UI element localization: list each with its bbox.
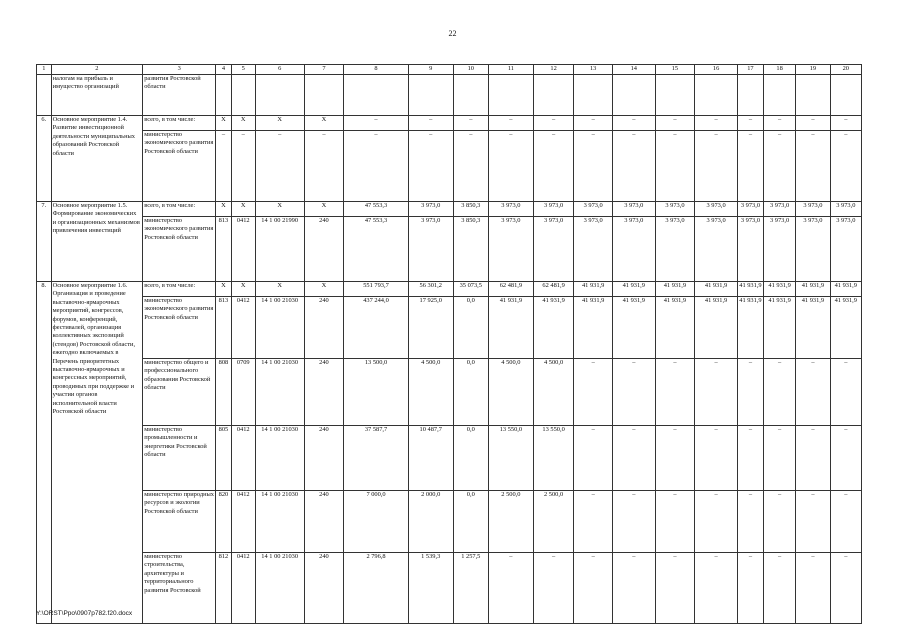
value-cell <box>763 75 795 116</box>
value-cell: – <box>612 491 655 553</box>
value-cell: 240 <box>304 491 344 553</box>
value-cell: 240 <box>304 426 344 491</box>
value-cell: 3 973,0 <box>574 202 613 217</box>
value-cell: 3 973,0 <box>408 202 453 217</box>
value-cell: – <box>216 131 232 202</box>
value-cell: – <box>763 553 795 624</box>
value-cell: 4 500,0 <box>489 359 534 426</box>
table-row <box>37 359 862 426</box>
value-cell: – <box>737 426 763 491</box>
value-cell: 3 973,0 <box>737 202 763 217</box>
value-cell: Х <box>231 282 255 297</box>
table-row <box>37 131 862 202</box>
column-number-18: 18 <box>763 65 795 75</box>
value-cell: Х <box>304 202 344 217</box>
budget-table <box>36 64 862 624</box>
value-cell: – <box>830 131 861 202</box>
value-cell: Х <box>216 116 232 131</box>
value-cell: – <box>655 116 695 131</box>
table-row <box>37 75 862 116</box>
column-number-5: 5 <box>231 65 255 75</box>
page-number: 22 <box>448 29 457 38</box>
value-cell <box>695 75 738 116</box>
value-cell: 13 500,0 <box>344 359 409 426</box>
value-cell: – <box>830 116 861 131</box>
value-cell: 10 487,7 <box>408 426 453 491</box>
value-cell: 41 931,9 <box>695 282 738 297</box>
value-cell: – <box>533 131 574 202</box>
value-cell: 41 931,9 <box>612 297 655 359</box>
value-cell: 3 973,0 <box>533 217 574 282</box>
value-cell: 3 973,0 <box>763 202 795 217</box>
value-cell: – <box>763 131 795 202</box>
value-cell: – <box>737 491 763 553</box>
value-cell: 808 <box>216 359 232 426</box>
column-number-19: 19 <box>796 65 830 75</box>
table-row <box>37 282 862 297</box>
value-cell <box>489 75 534 116</box>
value-cell: – <box>612 359 655 426</box>
value-cell <box>574 75 613 116</box>
value-cell: 3 973,0 <box>763 217 795 282</box>
value-cell: – <box>574 131 613 202</box>
value-cell: 3 973,0 <box>796 202 830 217</box>
value-cell: Х <box>255 282 304 297</box>
value-cell: – <box>830 491 861 553</box>
table-row <box>37 426 862 491</box>
value-cell: – <box>612 553 655 624</box>
value-cell: 41 931,9 <box>763 282 795 297</box>
value-cell: 41 931,9 <box>574 297 613 359</box>
value-cell: – <box>344 116 409 131</box>
value-cell: 3 973,0 <box>612 217 655 282</box>
value-cell: 7 000,0 <box>344 491 409 553</box>
value-cell: – <box>453 116 488 131</box>
value-cell: – <box>533 553 574 624</box>
value-cell: – <box>408 131 453 202</box>
column-number-12: 12 <box>533 65 574 75</box>
value-cell: – <box>612 426 655 491</box>
value-cell: 240 <box>304 553 344 624</box>
value-cell: – <box>830 426 861 491</box>
value-cell: Х <box>255 116 304 131</box>
value-cell: 0412 <box>231 426 255 491</box>
value-cell: Х <box>255 202 304 217</box>
value-cell: 41 931,9 <box>655 297 695 359</box>
value-cell: 3 973,0 <box>533 202 574 217</box>
value-cell <box>255 75 304 116</box>
executor-cell: министерство экономического развития Ростовской области <box>143 297 216 359</box>
value-cell: – <box>763 359 795 426</box>
value-cell: 41 931,9 <box>533 297 574 359</box>
value-cell <box>796 75 830 116</box>
value-cell: – <box>796 553 830 624</box>
value-cell: 3 973,0 <box>695 202 738 217</box>
value-cell: 3 973,0 <box>489 217 534 282</box>
value-cell: Х <box>216 202 232 217</box>
value-cell <box>737 75 763 116</box>
value-cell: 62 481,9 <box>489 282 534 297</box>
value-cell: – <box>574 116 613 131</box>
executor-cell: министерство промышленности и энергетики Ростовской области <box>143 426 216 491</box>
value-cell: Х <box>231 202 255 217</box>
value-cell: 14 1 00 21030 <box>255 553 304 624</box>
value-cell: 4 500,0 <box>533 359 574 426</box>
value-cell: 47 553,3 <box>344 217 409 282</box>
value-cell: – <box>737 359 763 426</box>
value-cell: – <box>796 426 830 491</box>
value-cell <box>304 75 344 116</box>
value-cell <box>344 75 409 116</box>
column-number-11: 11 <box>489 65 534 75</box>
value-cell: 3 973,0 <box>655 217 695 282</box>
value-cell: Х <box>304 282 344 297</box>
value-cell: Х <box>216 282 232 297</box>
value-cell: 2 796,8 <box>344 553 409 624</box>
value-cell: 812 <box>216 553 232 624</box>
value-cell: – <box>655 426 695 491</box>
value-cell: – <box>612 131 655 202</box>
value-cell: 41 931,9 <box>796 297 830 359</box>
value-cell: – <box>796 491 830 553</box>
value-cell: 41 931,9 <box>830 282 861 297</box>
activity-name-cell: налогам на прибыль и имущество организаций <box>51 75 143 116</box>
value-cell: – <box>655 131 695 202</box>
value-cell: – <box>695 359 738 426</box>
value-cell: 14 1 00 21030 <box>255 426 304 491</box>
value-cell: – <box>574 359 613 426</box>
value-cell: 1 257,5 <box>453 553 488 624</box>
executor-cell: министерство строительства, архитектуры и территориального развития Ростовской <box>143 553 216 624</box>
value-cell: 0412 <box>231 553 255 624</box>
column-number-1: 1 <box>37 65 52 75</box>
value-cell: 41 931,9 <box>612 282 655 297</box>
value-cell: – <box>737 116 763 131</box>
column-number-14: 14 <box>612 65 655 75</box>
value-cell: 41 931,9 <box>796 282 830 297</box>
value-cell: – <box>489 131 534 202</box>
value-cell: 3 973,0 <box>796 217 830 282</box>
value-cell: – <box>574 426 613 491</box>
value-cell: 3 850,3 <box>453 217 488 282</box>
executor-cell: всего, в том числе: <box>143 282 216 297</box>
value-cell: 56 301,2 <box>408 282 453 297</box>
column-number-7: 7 <box>304 65 344 75</box>
row-number-cell: 6. <box>37 116 52 202</box>
table-row <box>37 217 862 282</box>
value-cell: – <box>231 131 255 202</box>
value-cell: – <box>830 553 861 624</box>
value-cell: 2 500,0 <box>533 491 574 553</box>
column-number-17: 17 <box>737 65 763 75</box>
value-cell: – <box>737 553 763 624</box>
value-cell: 41 931,9 <box>655 282 695 297</box>
value-cell: 0,0 <box>453 426 488 491</box>
value-cell: – <box>763 116 795 131</box>
value-cell: 3 973,0 <box>830 217 861 282</box>
value-cell: – <box>574 491 613 553</box>
value-cell: 551 793,7 <box>344 282 409 297</box>
column-number-15: 15 <box>655 65 695 75</box>
value-cell: 3 973,0 <box>489 202 534 217</box>
value-cell <box>612 75 655 116</box>
value-cell: – <box>408 116 453 131</box>
value-cell: 0412 <box>231 491 255 553</box>
value-cell: 3 850,3 <box>453 202 488 217</box>
value-cell: 0412 <box>231 217 255 282</box>
table-header-row <box>37 65 862 75</box>
value-cell: 14 1 00 21030 <box>255 297 304 359</box>
value-cell: – <box>453 131 488 202</box>
value-cell: – <box>695 491 738 553</box>
value-cell: 41 931,9 <box>574 282 613 297</box>
executor-cell: министерство экономического развития Ростовской области <box>143 131 216 202</box>
value-cell: – <box>655 359 695 426</box>
value-cell: 0709 <box>231 359 255 426</box>
value-cell: 240 <box>304 297 344 359</box>
value-cell: – <box>695 131 738 202</box>
value-cell: – <box>489 553 534 624</box>
value-cell: – <box>796 116 830 131</box>
activity-name-cell: Основное мероприятие 1.5. Формирование экономических и организационных механизмов привлечения инвестиций <box>51 202 143 282</box>
table-row <box>37 202 862 217</box>
value-cell: 813 <box>216 297 232 359</box>
value-cell: 820 <box>216 491 232 553</box>
activity-name-cell: Основное мероприятие 1.6. Организация и проведение выставочно-ярмарочных мероприятий, конгрессов, форумов, конференций, фестивалей, организация коллективных экспозиций (стендов) Ростовской области, ежегодно включаемых в Перечень приоритетных выставочно-ярмарочных и конгрессных мероприятий, проводимых при поддержке и участии органов исполнительной власти Ростовской области <box>51 282 143 624</box>
value-cell: – <box>695 426 738 491</box>
value-cell: 41 931,9 <box>763 297 795 359</box>
value-cell: 0,0 <box>453 491 488 553</box>
value-cell: 3 973,0 <box>408 217 453 282</box>
value-cell: 2 000,0 <box>408 491 453 553</box>
value-cell: 14 1 00 21990 <box>255 217 304 282</box>
column-number-4: 4 <box>216 65 232 75</box>
value-cell: 0412 <box>231 297 255 359</box>
value-cell <box>830 75 861 116</box>
table-row <box>37 491 862 553</box>
value-cell: 13 550,0 <box>533 426 574 491</box>
value-cell: 62 481,9 <box>533 282 574 297</box>
value-cell: 3 973,0 <box>695 217 738 282</box>
value-cell: – <box>737 131 763 202</box>
value-cell <box>533 75 574 116</box>
value-cell: 3 973,0 <box>737 217 763 282</box>
value-cell: 41 931,9 <box>830 297 861 359</box>
value-cell: – <box>304 131 344 202</box>
value-cell: 437 244,0 <box>344 297 409 359</box>
value-cell: 17 925,0 <box>408 297 453 359</box>
value-cell: – <box>489 116 534 131</box>
column-number-10: 10 <box>453 65 488 75</box>
value-cell: 47 553,3 <box>344 202 409 217</box>
table-row <box>37 553 862 624</box>
value-cell: – <box>796 359 830 426</box>
value-cell: – <box>655 553 695 624</box>
value-cell: 3 973,0 <box>830 202 861 217</box>
column-number-6: 6 <box>255 65 304 75</box>
column-number-16: 16 <box>695 65 738 75</box>
value-cell: 3 973,0 <box>655 202 695 217</box>
column-number-2: 2 <box>51 65 143 75</box>
value-cell: – <box>796 131 830 202</box>
value-cell: – <box>763 426 795 491</box>
value-cell: 41 931,9 <box>737 282 763 297</box>
value-cell: – <box>612 116 655 131</box>
value-cell: – <box>255 131 304 202</box>
value-cell: 2 500,0 <box>489 491 534 553</box>
value-cell: 813 <box>216 217 232 282</box>
value-cell: – <box>344 131 409 202</box>
value-cell: – <box>574 553 613 624</box>
row-number-cell <box>37 75 52 116</box>
value-cell <box>231 75 255 116</box>
row-number-cell: 7. <box>37 202 52 282</box>
value-cell: 1 539,3 <box>408 553 453 624</box>
value-cell <box>453 75 488 116</box>
value-cell: 0,0 <box>453 297 488 359</box>
value-cell: 14 1 00 21030 <box>255 359 304 426</box>
value-cell <box>216 75 232 116</box>
value-cell: 4 500,0 <box>408 359 453 426</box>
value-cell: 3 973,0 <box>574 217 613 282</box>
value-cell: 0,0 <box>453 359 488 426</box>
value-cell: – <box>533 116 574 131</box>
table-row <box>37 297 862 359</box>
value-cell: – <box>655 491 695 553</box>
executor-cell: всего, в том числе: <box>143 116 216 131</box>
value-cell: Х <box>304 116 344 131</box>
value-cell: 240 <box>304 359 344 426</box>
executor-cell: министерство общего и профессионального образования Ростовской области <box>143 359 216 426</box>
executor-cell: развития Ростовской области <box>143 75 216 116</box>
value-cell: 14 1 00 21030 <box>255 491 304 553</box>
value-cell: 240 <box>304 217 344 282</box>
column-number-3: 3 <box>143 65 216 75</box>
value-cell: – <box>830 359 861 426</box>
value-cell <box>655 75 695 116</box>
value-cell <box>408 75 453 116</box>
column-number-13: 13 <box>574 65 613 75</box>
value-cell: 41 931,9 <box>489 297 534 359</box>
executor-cell: всего, в том числе: <box>143 202 216 217</box>
value-cell: 13 550,0 <box>489 426 534 491</box>
row-number-cell: 8. <box>37 282 52 624</box>
value-cell: – <box>695 116 738 131</box>
value-cell: – <box>763 491 795 553</box>
column-number-20: 20 <box>830 65 861 75</box>
value-cell: 41 931,9 <box>695 297 738 359</box>
executor-cell: министерство природных ресурсов и экологии Ростовской области <box>143 491 216 553</box>
activity-name-cell: Основное мероприятие 1.4. Развитие инвестиционной деятельности муниципальных образований Ростовской области <box>51 116 143 202</box>
value-cell: 41 931,9 <box>737 297 763 359</box>
value-cell: 35 073,5 <box>453 282 488 297</box>
value-cell: 37 587,7 <box>344 426 409 491</box>
value-cell: 805 <box>216 426 232 491</box>
file-path-footer: Y:\ORST\Ppo\0907p782.f20.docx <box>36 610 133 617</box>
value-cell: 3 973,0 <box>612 202 655 217</box>
column-number-8: 8 <box>344 65 409 75</box>
executor-cell: министерство экономического развития Ростовской области <box>143 217 216 282</box>
table-row <box>37 116 862 131</box>
value-cell: Х <box>231 116 255 131</box>
column-number-9: 9 <box>408 65 453 75</box>
value-cell: – <box>695 553 738 624</box>
